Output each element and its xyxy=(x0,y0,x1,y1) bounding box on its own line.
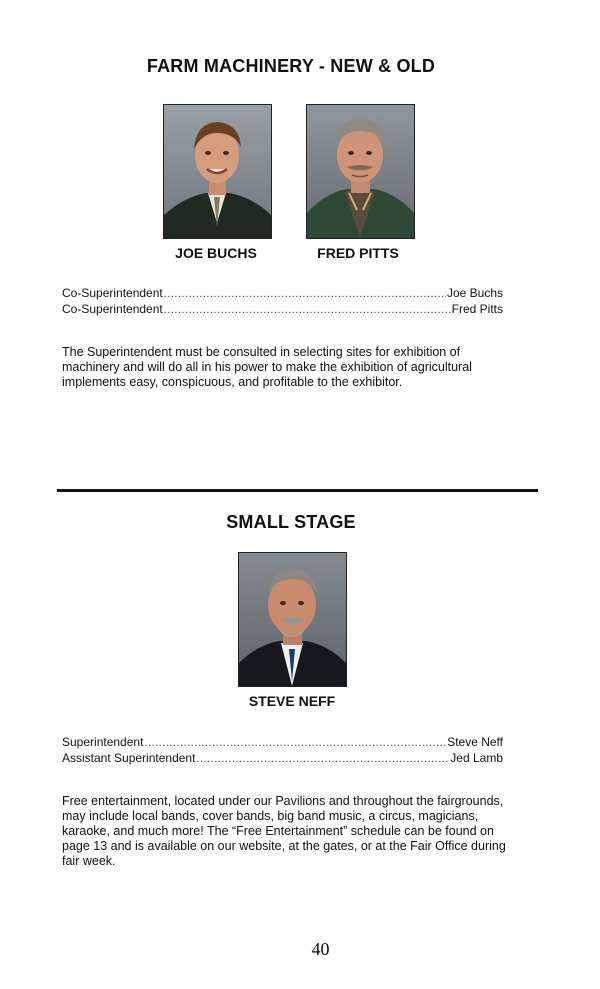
caption-fred-pitts: FRED PITTS xyxy=(317,245,399,261)
portrait-image xyxy=(164,105,271,238)
section-title-small-stage: SMALL STAGE xyxy=(226,512,356,532)
section-title-farm-machinery: FARM MACHINERY - NEW & OLD xyxy=(146,56,436,76)
caption-joe-buchs: JOE BUCHS xyxy=(175,245,257,261)
roster-name: Fred Pitts xyxy=(451,302,503,316)
roster-row xyxy=(62,286,503,302)
roster-row xyxy=(62,751,503,767)
roster-name: Joe Buchs xyxy=(446,286,503,300)
caption-steve-neff: STEVE NEFF xyxy=(248,693,336,709)
section-description-small-stage: Free entertainment, located under our Pavilions and throughout the fairgrounds, may include local bands, cover bands, big band music, a circus, magicians, karaoke, and much more! The “Free Entertainment” schedule can be found on page 13 and is available on our website, at the gates, or at the Fair Office during fair week. xyxy=(62,794,506,868)
roster-name: Steve Neff xyxy=(447,735,503,749)
portrait-photo-fred-pitts xyxy=(306,104,415,239)
dot-leader xyxy=(164,303,451,318)
dot-leader xyxy=(144,736,446,751)
roster-name: Jed Lamb xyxy=(450,751,503,765)
section-description-farm-machinery: The Superintendent must be consulted in selecting sites for exhibition of machinery and will do all in his power to make the exhibition of agricultural implements easy, conspicuous, and profitable to the exhibitor. xyxy=(62,345,472,389)
portrait-photo-joe-buchs xyxy=(163,104,272,239)
page-number: 40 xyxy=(311,939,330,959)
dot-leader xyxy=(196,752,449,767)
portrait-image xyxy=(239,553,346,686)
staff-roster-small-stage xyxy=(62,735,503,767)
roster-role: Co-Superintendent xyxy=(62,286,163,300)
roster-role: Co-Superintendent xyxy=(62,302,163,316)
roster-row xyxy=(62,302,503,318)
portrait-image xyxy=(307,105,414,238)
roster-role: Superintendent xyxy=(62,735,144,749)
dot-leader xyxy=(164,287,446,302)
section-divider xyxy=(57,489,538,492)
portrait-photo-steve-neff xyxy=(238,552,347,687)
roster-row xyxy=(62,735,503,751)
staff-roster-farm-machinery xyxy=(62,286,503,318)
roster-role: Assistant Superintendent xyxy=(62,751,196,765)
